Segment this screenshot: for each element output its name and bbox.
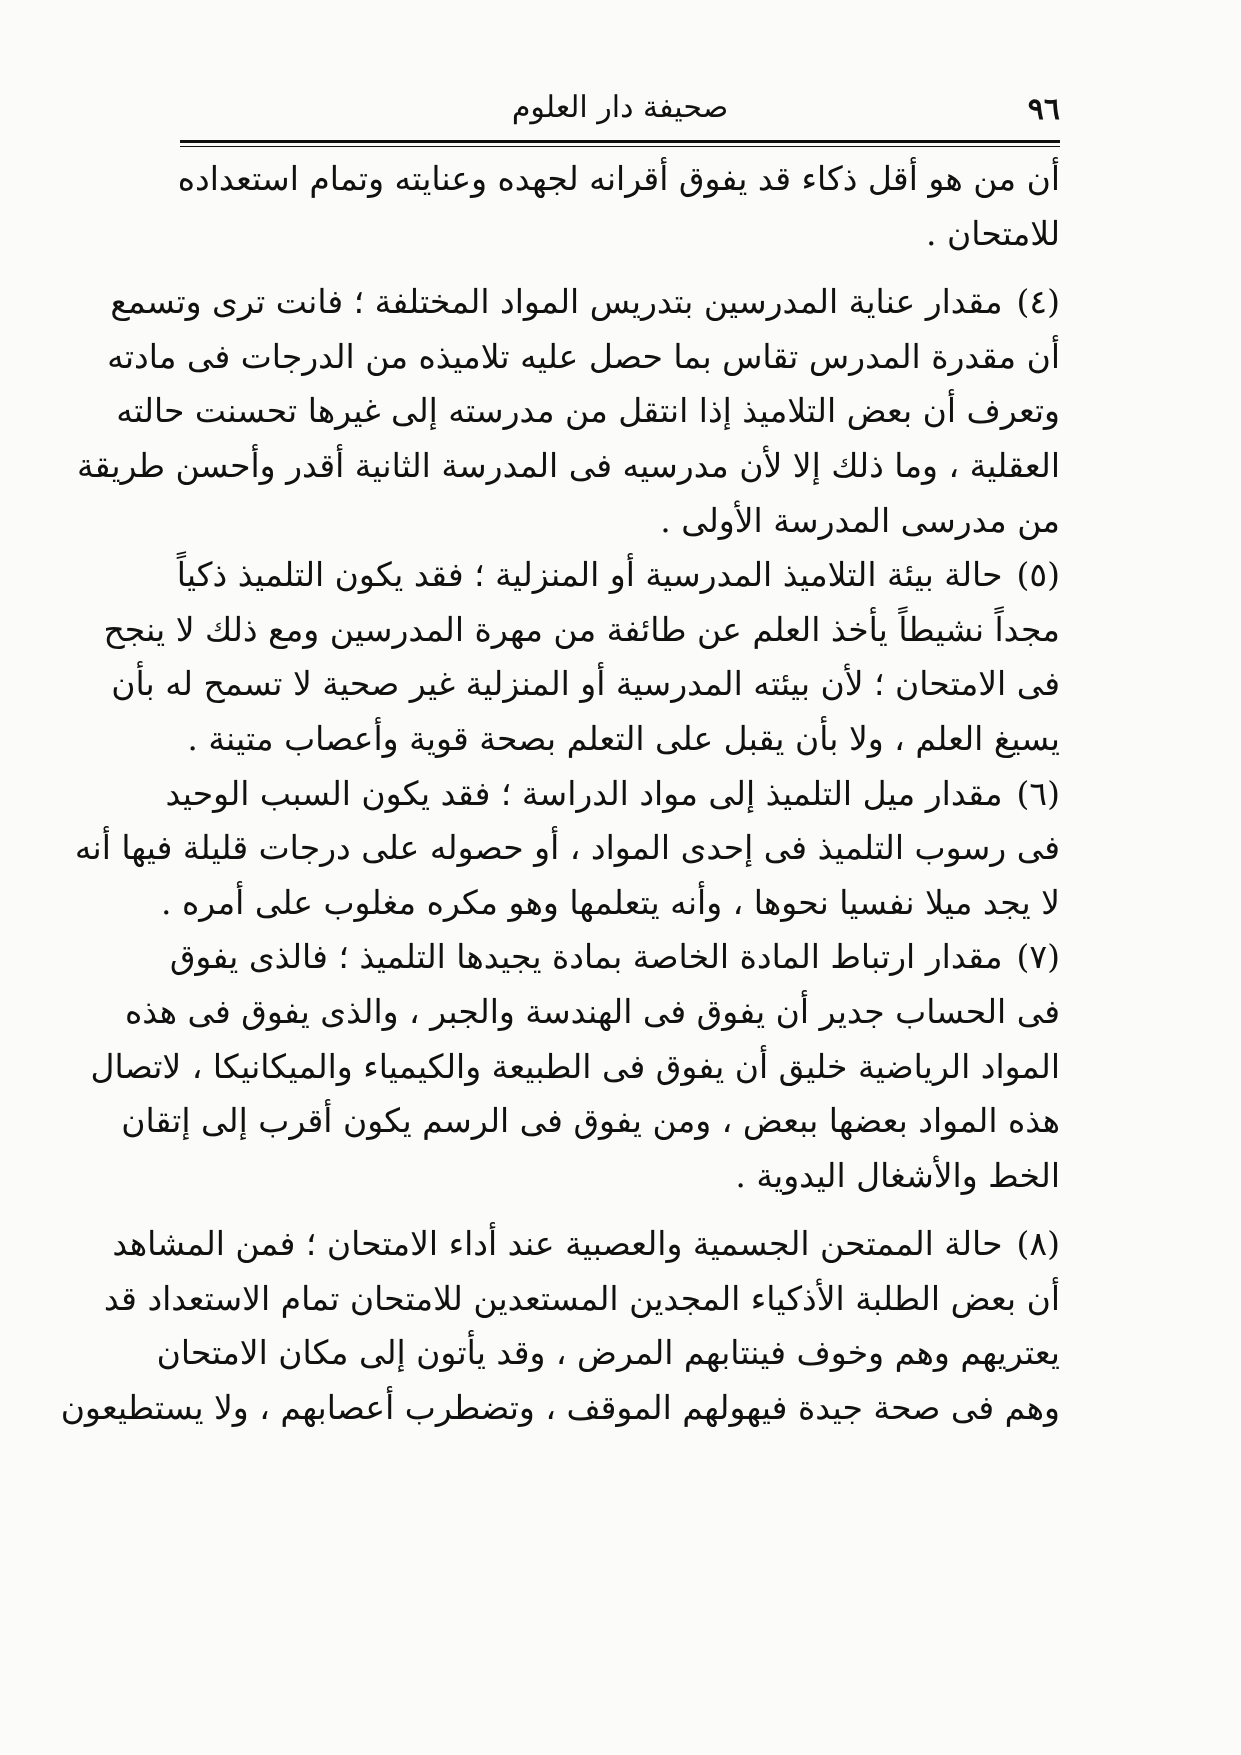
text-line: لا يجد ميلا نفسيا نحوها ، وأنه يتعلمها وهو مكره مغلوب على أمره . — [161, 882, 1060, 922]
paragraph-number: (٦) — [1016, 773, 1060, 813]
text-line: أن بعض الطلبة الأذكياء المجدين المستعدين للامتحان تمام الاستعداد قد — [103, 1278, 1060, 1318]
paragraph-7 — [90, 930, 1060, 1203]
text-line — [176, 548, 1060, 603]
text-line: أن من هو أقل ذكاء قد يفوق أقرانه لجهده وعنايته وتمام استعداده — [177, 159, 1060, 198]
text-line: يسيغ العلم ، ولا بأن يقبل على التعلم بصحة قوية وأعصاب متينة . — [187, 718, 1060, 758]
text-line: الخط والأشغال اليدوية . — [735, 1155, 1060, 1195]
line-text: حالة الممتحن الجسمية والعصبية عند أداء الامتحان ؛ فمن المشاهد — [112, 1224, 1003, 1264]
text-line — [169, 930, 1060, 985]
text-line: للامتحان . — [926, 213, 1060, 253]
text-line: المواد الرياضية خليق أن يفوق فى الطبيعة والكيمياء والميكانيكا ، لاتصال — [90, 1046, 1060, 1086]
header-rule-thick — [180, 140, 1060, 143]
running-title: صحيفة دار العلوم — [511, 90, 729, 125]
header-rule-thin — [180, 146, 1060, 147]
paragraph-number: (٨) — [1016, 1224, 1060, 1264]
paragraph-number: (٥) — [1016, 555, 1060, 595]
line-text: حالة بيئة التلاميذ المدرسية أو المنزلية ؛ فقد يكون التلميذ ذكياً — [176, 555, 1003, 595]
line-text: مقدار ارتباط المادة الخاصة بمادة يجيدها التلميذ ؛ فالذى يفوق — [169, 937, 1003, 977]
text-line: أن مقدرة المدرس تقاس بما حصل عليه تلاميذه من الدرجات فى مادته — [107, 336, 1060, 376]
text-line: فى الامتحان ؛ لأن بيئته المدرسية أو المنزلية غير صحية لا تسمح له بأن — [111, 664, 1060, 704]
text-line: وهم فى صحة جيدة فيهولهم الموقف ، وتضطرب أعصابهم ، ولا يستطيعون — [60, 1388, 1060, 1428]
text-line: وتعرف أن بعض التلاميذ إذا انتقل من مدرسته إلى غيرها تحسنت حالته — [116, 391, 1060, 431]
paragraph-6 — [74, 767, 1060, 931]
text-line: من مدرسى المدرسة الأولى . — [660, 500, 1060, 540]
body-text — [60, 152, 1060, 1436]
paragraph-continuation — [177, 152, 1060, 261]
text-line: فى الحساب جدير أن يفوق فى الهندسة والجبر ، والذى يفوق فى هذه — [124, 991, 1060, 1031]
text-line: فى رسوب التلميذ فى إحدى المواد ، أو حصوله على درجات قليلة فيها أنه — [74, 828, 1060, 868]
page-header — [180, 84, 1060, 140]
line-text: مقدار ميل التلميذ إلى مواد الدراسة ؛ فقد يكون السبب الوحيد — [165, 773, 1003, 813]
paragraph-4 — [76, 275, 1060, 548]
paragraph-8 — [60, 1217, 1060, 1435]
text-line: العقلية ، وما ذلك إلا لأن مدرسيه فى المدرسة الثانية أقدر وأحسن طريقة — [76, 445, 1060, 485]
text-line: هذه المواد بعضها ببعض ، ومن يفوق فى الرسم يكون أقرب إلى إتقان — [121, 1101, 1060, 1141]
line-text: مقدار عناية المدرسين بتدريس المواد المختلفة ؛ فانت ترى وتسمع — [110, 282, 1003, 322]
paragraph-number: (٧) — [1016, 937, 1060, 977]
text-line — [112, 1217, 1060, 1272]
page-number: ٩٦ — [1027, 92, 1060, 127]
paragraph-number: (٤) — [1016, 282, 1060, 322]
text-line — [110, 275, 1060, 330]
paragraph-5 — [103, 548, 1060, 766]
text-line: يعتريهم وهم وخوف فينتابهم المرض ، وقد يأتون إلى مكان الامتحان — [156, 1333, 1060, 1373]
text-line — [165, 767, 1060, 822]
text-line: مجداً نشيطاً يأخذ العلم عن طائفة من مهرة المدرسين ومع ذلك لا ينجح — [103, 609, 1060, 649]
